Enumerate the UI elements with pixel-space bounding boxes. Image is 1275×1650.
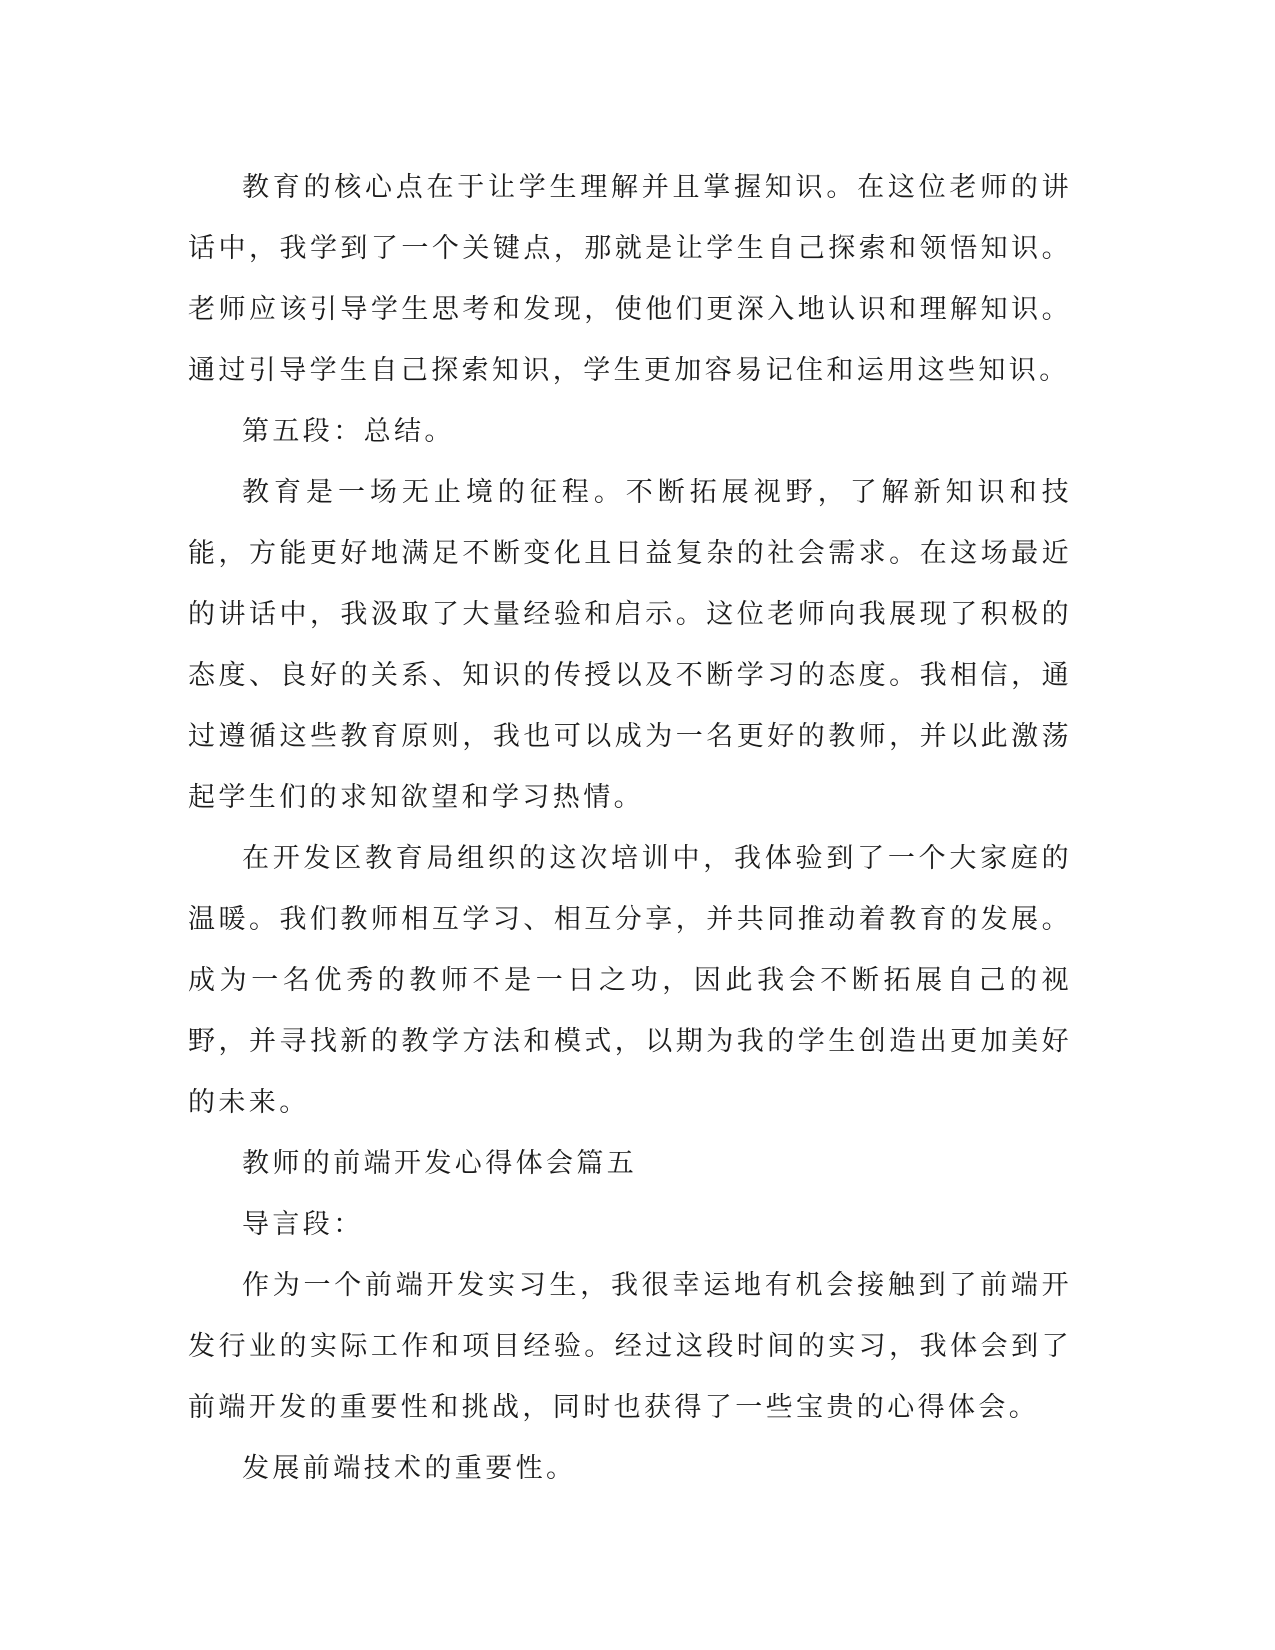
document-body [188, 157, 1072, 1499]
paragraph-teaching-core: 教育的核心点在于让学生理解并且掌握知识。在这位老师的讲话中，我学到了一个关键点，那就是让学生自己探索和领悟知识。老师应该引导学生思考和发现，使他们更深入地认识和理解知识。通过引导学生自己探索知识，学生更加容易记住和运用这些知识。 [188, 172, 1072, 386]
paragraph-intern-introduction: 作为一个前端开发实习生，我很幸运地有机会接触到了前端开发行业的实际工作和项目经验。经过这段时间的实习，我体会到了前端开发的重要性和挑战，同时也获得了一些宝贵的心得体会。 [188, 1270, 1072, 1423]
paragraph-training-reflection: 在开发区教育局组织的这次培训中，我体验到了一个大家庭的温暖。我们教师相互学习、相互分享，并共同推动着教育的发展。成为一名优秀的教师不是一日之功，因此我会不断拓展自己的视野，并寻找新的教学方法和模式，以期为我的学生创造出更加美好的未来。 [188, 843, 1072, 1118]
section-heading-summary: 第五段：总结。 [242, 416, 455, 447]
article-title-part-five: 教师的前端开发心得体会篇五 [242, 1148, 638, 1179]
section-heading-frontend-importance: 发展前端技术的重要性。 [242, 1453, 577, 1484]
section-heading-introduction: 导言段： [242, 1209, 364, 1240]
paragraph-endless-journey: 教育是一场无止境的征程。不断拓展视野，了解新知识和技能，方能更好地满足不断变化且日益复杂的社会需求。在这场最近的讲话中，我汲取了大量经验和启示。这位老师向我展现了积极的态度、良好的关系、知识的传授以及不断学习的态度。我相信，通过遵循这些教育原则，我也可以成为一名更好的教师，并以此激荡起学生们的求知欲望和学习热情。 [188, 477, 1072, 813]
